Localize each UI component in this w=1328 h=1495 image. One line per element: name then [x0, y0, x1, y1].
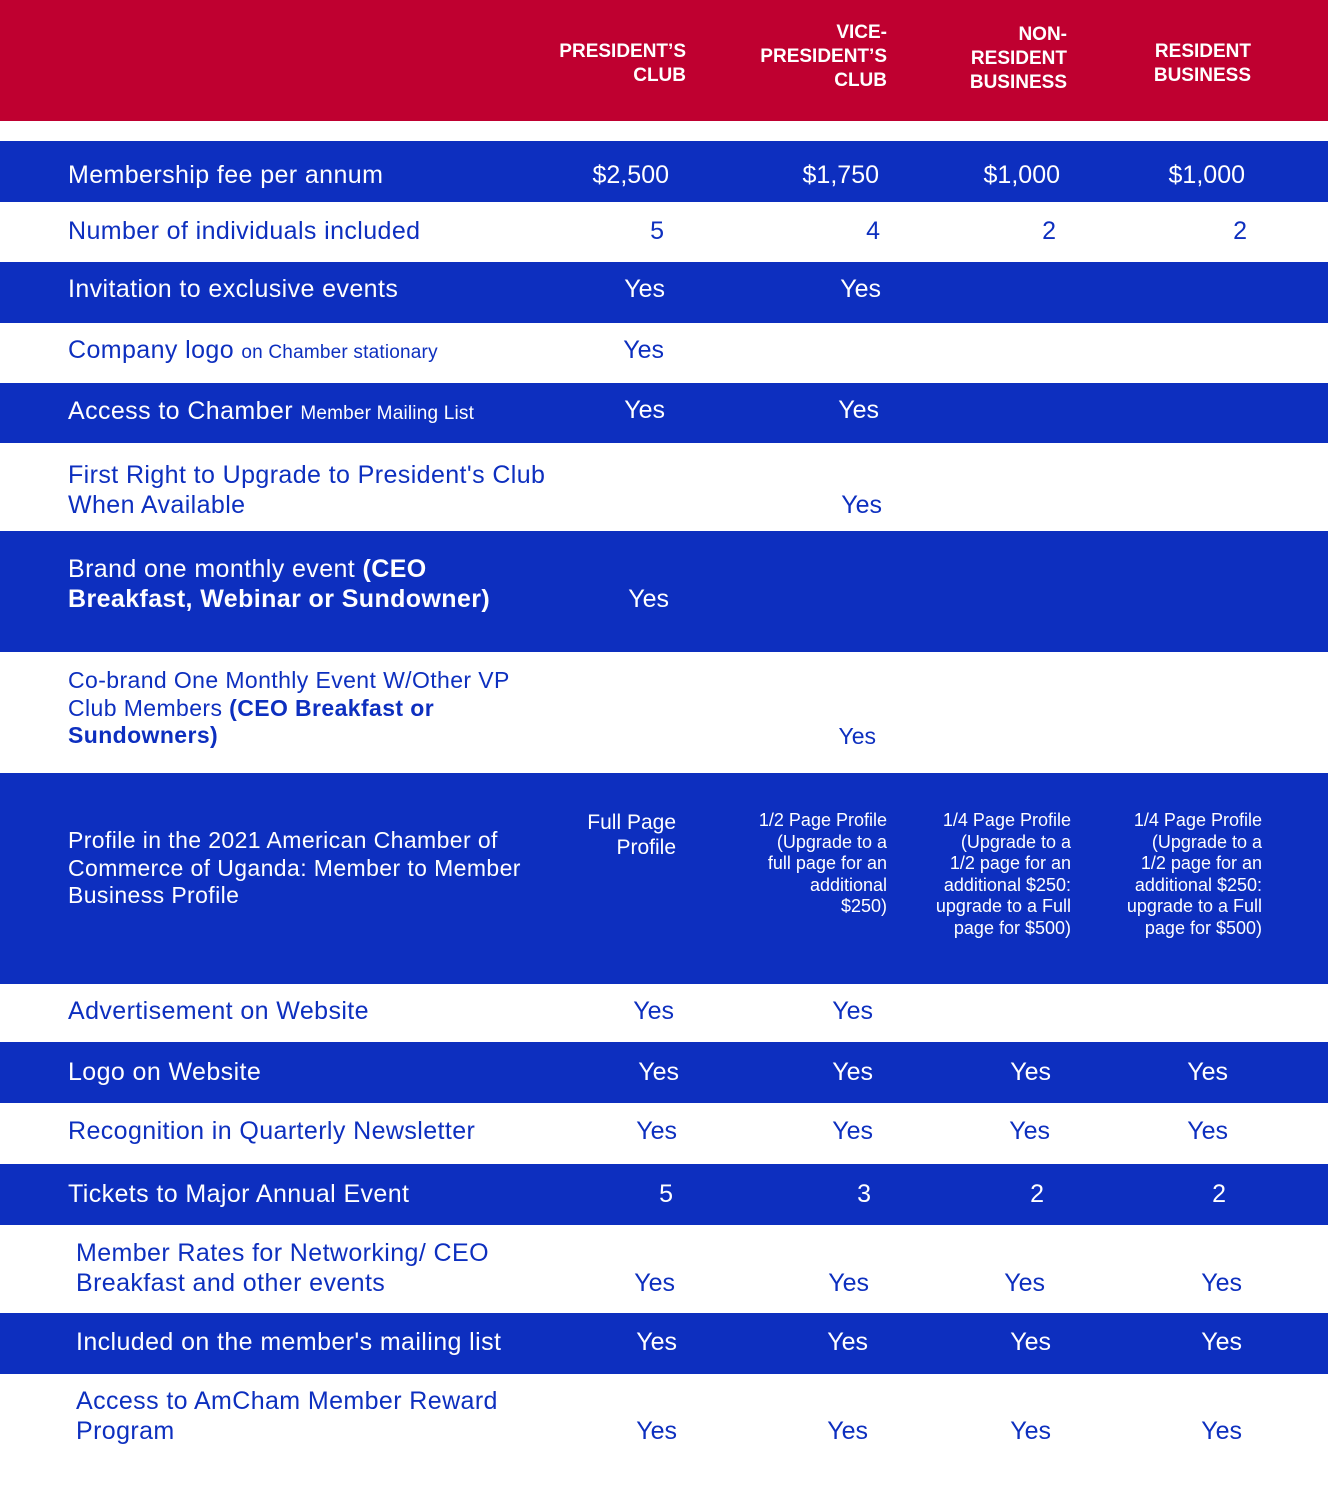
- row-label-small: on Chamber stationary: [241, 342, 438, 363]
- cell-non-resident-business: 1/4 Page Profile (Upgrade to a 1/2 page for an additional $250: upgrade to a Full page for $500): [935, 810, 1071, 938]
- cell-vice-presidents-club: Yes: [828, 1269, 869, 1297]
- cell-non-resident-business: Yes: [1010, 1417, 1051, 1445]
- cell-resident-business: Yes: [1201, 1328, 1242, 1356]
- row-label: Access to AmCham Member Reward Program: [76, 1387, 498, 1445]
- table-row-exclusive-events: [0, 262, 1328, 323]
- table-row-mailing-list-access: [0, 383, 1328, 443]
- cell-presidents-club: Full Page Profile: [587, 811, 676, 859]
- row-label: Tickets to Major Annual Event: [68, 1180, 410, 1208]
- cell-non-resident-business: Yes: [1009, 1117, 1050, 1145]
- row-label: Invitation to exclusive events: [68, 275, 399, 303]
- table-row-reward-program: [0, 1374, 1328, 1474]
- cell-presidents-club: Yes: [623, 336, 664, 364]
- cell-non-resident-business: $1,000: [983, 161, 1060, 189]
- cell-presidents-club: 5: [650, 217, 664, 245]
- row-label-bold: (CEO Breakfast or Sundowners): [68, 694, 435, 748]
- cell-resident-business: Yes: [1187, 1117, 1228, 1145]
- cell-vice-presidents-club: Yes: [832, 1058, 873, 1086]
- row-label-main: Company logo: [68, 336, 235, 364]
- cell-resident-business: $1,000: [1168, 161, 1245, 189]
- row-label: Recognition in Quarterly Newsletter: [68, 1117, 476, 1145]
- table-row-newsletter-recognition: [0, 1103, 1328, 1164]
- cell-presidents-club: Yes: [624, 396, 665, 424]
- cell-vice-presidents-club: 4: [866, 217, 880, 245]
- cell-presidents-club: Yes: [634, 1269, 675, 1297]
- cell-non-resident-business: Yes: [1004, 1269, 1045, 1297]
- table-row-members-mailing-list: [0, 1313, 1328, 1374]
- cell-resident-business: Yes: [1201, 1269, 1242, 1297]
- row-label-main: Brand one monthly event: [68, 555, 356, 583]
- cell-vice-presidents-club: Yes: [838, 396, 879, 424]
- row-label: Advertisement on Website: [68, 997, 369, 1025]
- cell-non-resident-business: Yes: [1010, 1328, 1051, 1356]
- cell-presidents-club: Yes: [636, 1117, 677, 1145]
- header-vice-presidents-club: VICE- PRESIDENT’S CLUB: [760, 22, 887, 91]
- row-label: Included on the member's mailing list: [76, 1328, 502, 1356]
- row-label-small: Member Mailing List: [300, 403, 475, 424]
- cell-presidents-club: Yes: [624, 275, 665, 303]
- cell-resident-business: 2: [1233, 217, 1247, 245]
- cell-vice-presidents-club: $1,750: [802, 161, 879, 189]
- cell-presidents-club: Yes: [636, 1328, 677, 1356]
- row-label: Profile in the 2021 American Chamber of Commerce of Uganda: Member to Member Business Profile: [68, 827, 521, 908]
- row-label: Number of individuals included: [68, 217, 421, 245]
- header-non-resident-business: NON- RESIDENT BUSINESS: [969, 24, 1067, 93]
- cell-vice-presidents-club: Yes: [841, 491, 882, 519]
- row-label: [68, 554, 538, 614]
- table-row-company-logo: [0, 323, 1328, 383]
- cell-resident-business: 1/4 Page Profile (Upgrade to a 1/2 page for an additional $250: upgrade to a Full page for $500): [1126, 810, 1262, 938]
- cell-presidents-club: 5: [659, 1180, 673, 1208]
- table-header: [0, 0, 1328, 121]
- table-row-first-right-upgrade: [0, 443, 1328, 531]
- cell-resident-business: 2: [1212, 1180, 1226, 1208]
- row-label: Member Rates for Networking/ CEO Breakfast and other events: [76, 1239, 489, 1297]
- cell-vice-presidents-club: 1/2 Page Profile (Upgrade to a full page for an additional $250): [758, 810, 887, 916]
- row-label: First Right to Upgrade to President's Club When Available: [68, 461, 546, 519]
- row-label: [68, 335, 438, 368]
- header-presidents-club: PRESIDENT’S CLUB: [559, 41, 686, 86]
- cell-resident-business: Yes: [1187, 1058, 1228, 1086]
- cell-presidents-club: $2,500: [592, 161, 669, 189]
- cell-presidents-club: Yes: [636, 1417, 677, 1445]
- table-row-website-logo: [0, 1042, 1328, 1103]
- row-label: Logo on Website: [68, 1058, 262, 1086]
- cell-non-resident-business: 2: [1030, 1180, 1044, 1208]
- cell-vice-presidents-club: 3: [857, 1180, 871, 1208]
- cell-vice-presidents-club: Yes: [832, 1117, 873, 1145]
- table-row-annual-event-tickets: [0, 1164, 1328, 1225]
- row-label: [68, 667, 528, 750]
- row-label-main: Access to Chamber: [68, 397, 293, 425]
- row-label-bold: (CEO Breakfast, Webinar or Sundowner): [68, 555, 491, 613]
- table-row-business-profile: [0, 773, 1328, 984]
- table-row-cobrand-monthly-event: [0, 652, 1328, 773]
- cell-non-resident-business: Yes: [1010, 1058, 1051, 1086]
- cell-vice-presidents-club: Yes: [832, 997, 873, 1025]
- cell-resident-business: Yes: [1201, 1417, 1242, 1445]
- cell-vice-presidents-club: Yes: [838, 723, 876, 749]
- cell-vice-presidents-club: Yes: [840, 275, 881, 303]
- cell-presidents-club: Yes: [628, 585, 669, 613]
- table-row-individuals-included: [0, 202, 1328, 262]
- table-row-website-advertisement: [0, 984, 1328, 1042]
- cell-presidents-club: Yes: [638, 1058, 679, 1086]
- cell-vice-presidents-club: Yes: [827, 1417, 868, 1445]
- table-row-brand-monthly-event: [0, 531, 1328, 652]
- cell-presidents-club: Yes: [633, 997, 674, 1025]
- cell-non-resident-business: 2: [1042, 217, 1056, 245]
- cell-vice-presidents-club: Yes: [827, 1328, 868, 1356]
- row-label: [68, 396, 474, 429]
- table-row-membership-fee: [0, 141, 1328, 202]
- row-label: Membership fee per annum: [68, 161, 384, 189]
- table-row-member-rates: [0, 1225, 1328, 1313]
- row-label-main: Co-brand One Monthly Event W/Other VP Club Members: [68, 667, 510, 721]
- header-resident-business: RESIDENT BUSINESS: [1153, 41, 1251, 86]
